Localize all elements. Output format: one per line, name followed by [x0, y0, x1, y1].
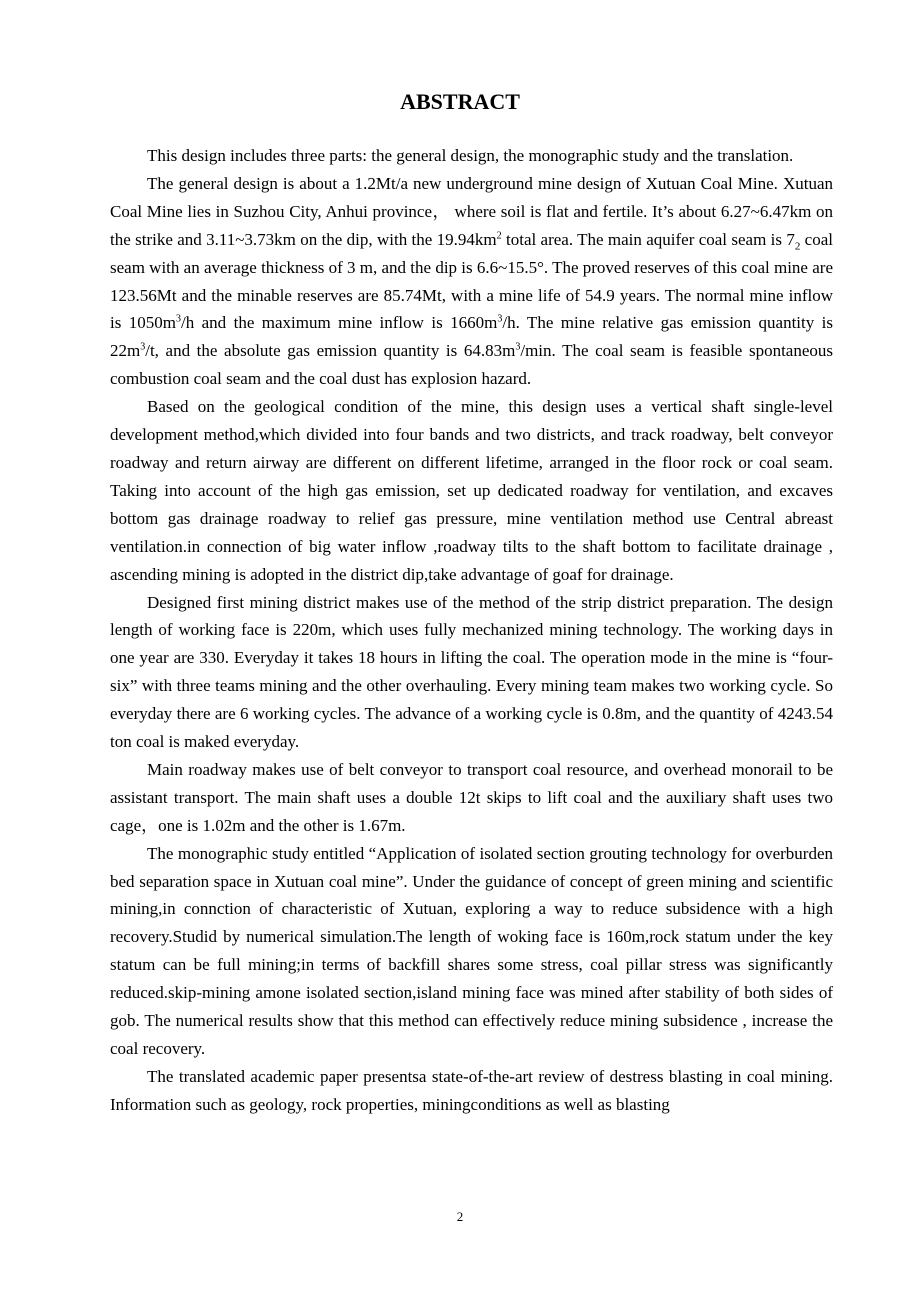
text-run: /t, and the absolute gas emission quantity is 64.83m [145, 341, 516, 361]
abstract-paragraph: The translated academic paper presentsa state-of-the-art review of destress blasting in coal mining. Information such as geology, rock properties, miningconditions as well as blasting [110, 1066, 833, 1114]
subscript: 2 [794, 240, 801, 253]
text-run: /h and the maximum mine inflow is 1660m [180, 313, 498, 333]
text-run: /h. The mine relative gas emission quantity is 22m [110, 313, 833, 361]
abstract-paragraph: Based on the geological condition of the mine, this design uses a vertical shaft single-level development method,which divided into four bands and two districts, and track roadway, belt conveyor roadway and return airway are different on different lifetime, arranged in the floor rock or coal seam. Taking into account of the high gas emission, set up dedicated roadway for ventilation, and excaves bottom gas drainage roadway to relief gas pressure, mine ventilation method use Central abreast ventilation.in connection of big water inflow ,roadway tilts to the shaft bottom to facilitate drainage , ascending mining is adopted in the district dip,take advantage of goaf for drainage. [110, 397, 833, 584]
text-run: /min. The coal seam is feasible spontaneous combustion coal seam and the coal dust has explosion hazard. [110, 341, 833, 389]
abstract-paragraph: This design includes three parts: the general design, the monographic study and the translation. [147, 146, 794, 165]
text-run: The general design is about a 1.2Mt/a new underground mine design of Xutuan Coal Mine. Xutuan Coal Mine lies in Suzhou City, Anhui province， where soil is flat and fertile. It’s about 6.27~6.47km on the strike and 3.11~3.73km on the dip, with the 19.94km [110, 173, 833, 249]
abstract-paragraph [110, 170, 833, 393]
superscript: 3 [140, 341, 146, 353]
text-run: total area. The main aquifer coal seam is 7 [501, 229, 795, 249]
abstract-paragraph: The monographic study entitled “Application of isolated section grouting technology for overburden bed separation space in Xutuan coal mine”. Under the guidance of concept of green mining and scientific mining,in connction of characteristic of Xutuan, exploring a way to reduce subsidence with a high recovery.Studid by numerical simulation.The length of woking face is 160m,rock statum under the key statum can be full mining;in terms of backfill shares some stress, coal pillar stress was significantly reduced.skip-mining amone isolated section,island mining face was mined after stability of both sides of gob. The numerical results show that this method can effectively reduce mining subsidence , increase the coal recovery. [110, 843, 833, 1058]
abstract-heading: ABSTRACT [400, 89, 520, 114]
page-number: 2 [456, 1209, 464, 1224]
superscript: 3 [497, 313, 503, 325]
abstract-paragraph: Main roadway makes use of belt conveyor to transport coal resource, and overhead monorail to be assistant transport. The main shaft uses a double 12t skips to lift coal and the auxiliary shaft uses two cage，one is 1.02m and the other is 1.67m. [110, 759, 833, 835]
superscript: 3 [175, 313, 181, 325]
superscript: 3 [515, 341, 521, 353]
abstract-body [110, 142, 833, 1119]
abstract-paragraph: Designed first mining district makes use of the method of the strip district preparation. The design length of working face is 220m, which uses fully mechanized mining technology. The working days in one year are 330. Everyday it takes 18 hours in lifting the coal. The operation mode in the mine is “four-six” with three teams mining and the other overhauling. Every mining team makes two working cycle. So everyday there are 6 working cycles. The advance of a working cycle is 0.8m, and the quantity of 4243.54 ton coal is maked everyday. [110, 592, 833, 752]
superscript: 2 [496, 230, 502, 242]
text-run: coal seam with an average thickness of 3 m, and the dip is 6.6~15.5°. The proved reserves of this coal mine are 123.56Mt and the minable reserves are 85.74Mt, with a mine life of 54.9 years. The normal mine inflow is 1050m [110, 229, 833, 333]
